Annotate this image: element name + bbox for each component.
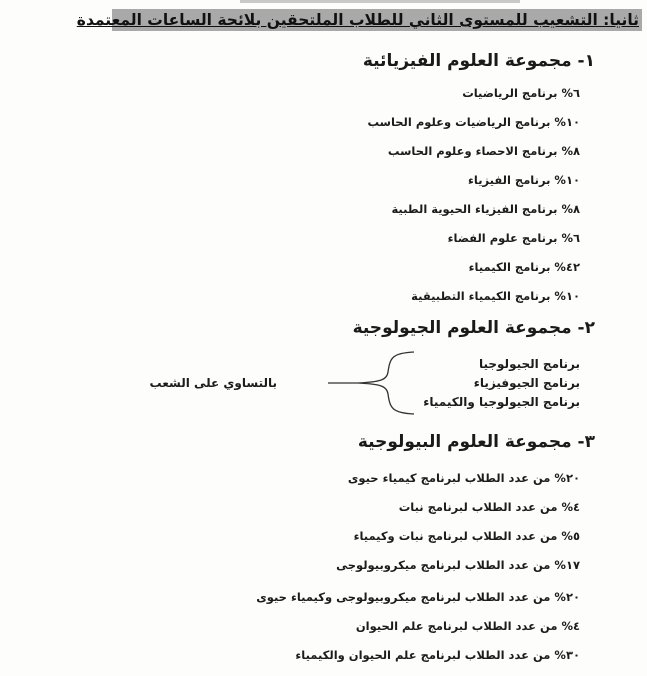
section-2-item-3: برنامج الجيولوجيا والكيمياء bbox=[423, 395, 580, 409]
section-1-item-6: ٦% برنامج علوم الفضاء bbox=[447, 231, 580, 245]
section-1-item-3: ٨% برنامج الاحصاء وعلوم الحاسب bbox=[387, 144, 580, 158]
section-1-item-5: ٨% برنامج الفيزياء الحيوية الطبية bbox=[391, 202, 580, 216]
section-1-item-8: ١٠% برنامج الكيمياء التطبيقية bbox=[411, 289, 580, 303]
section-1-item-2: ١٠% برنامج الرياضيات وعلوم الحاسب bbox=[367, 115, 580, 129]
section-3-item-5: ٢٠% من عدد الطلاب لبرنامج ميكروبيولوجى وكيمياء حيوى bbox=[256, 590, 580, 604]
section-1-item-4: ١٠% برنامج الفيزياء bbox=[468, 173, 580, 187]
section-3-item-2: ٤% من عدد الطلاب لبرنامج نبات bbox=[398, 500, 580, 514]
section-3-item-7: ٣٠% من عدد الطلاب لبرنامج علم الحيوان والكيمياء bbox=[295, 648, 580, 662]
section-3-title: ٣- مجموعة العلوم البيولوجية bbox=[357, 432, 595, 452]
distribution-note: بالتساوي على الشعب bbox=[149, 376, 277, 390]
section-3-item-3: ٥% من عدد الطلاب لبرنامج نبات وكيمياء bbox=[353, 529, 580, 543]
section-1-item-1: ٦% برنامج الرياضيات bbox=[462, 86, 580, 100]
section-3-item-1: ٢٠% من عدد الطلاب لبرنامج كيمياء حيوى bbox=[347, 471, 580, 485]
page-top-edge bbox=[240, 0, 520, 3]
section-1-title: ١- مجموعة العلوم الفيزيائية bbox=[362, 51, 595, 71]
section-1-item-7: ٤٢% برنامج الكيمياء bbox=[468, 260, 580, 274]
section-3-item-4: ١٧% من عدد الطلاب لبرنامج ميكروبيولوجى bbox=[336, 558, 580, 572]
section-3-item-6: ٤% من عدد الطلاب لبرنامج علم الحيوان bbox=[355, 619, 580, 633]
section-2-title: ٢- مجموعة العلوم الجيولوجية bbox=[352, 318, 595, 338]
section-2-item-1: برنامج الجيولوجيا bbox=[478, 357, 580, 371]
section-heading: ثانيا: التشعيب للمستوى الثاني للطلاب الملتحقين بلائحة الساعات المعتمدة bbox=[76, 11, 639, 29]
section-2-item-2: برنامج الجيوفيزياء bbox=[473, 376, 580, 390]
curly-brace-icon bbox=[328, 350, 418, 416]
